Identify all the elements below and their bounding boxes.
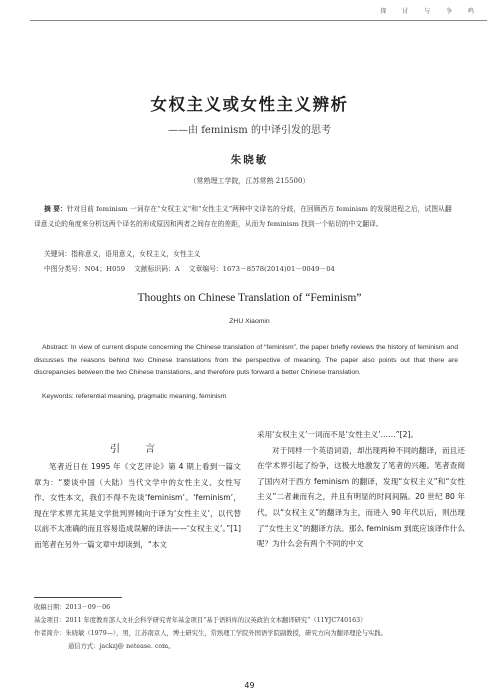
keywords-english: Keywords: referential meaning, pragmatic meaning, feminism bbox=[42, 393, 227, 400]
classification-numbers: 中图分类号：N04；H059 文献标识码：A 文章编号：1673－8578(2014)01－0049－04 bbox=[44, 265, 335, 273]
footnote-fund: 基金项目：2011 年度教育部人文社会科学研究青年基金项目“基于语料库的汉英政治文本翻译研究”（11YJC740163） bbox=[34, 617, 367, 624]
author-affiliation: （常熟理工学院，江苏常熟 215500） bbox=[189, 177, 310, 185]
english-title: Thoughts on Chinese Translation of “Feminism” bbox=[137, 292, 362, 304]
page-number: 49 bbox=[244, 681, 255, 690]
footnote-contact: 通信方式：jackzj@ netease. com。 bbox=[68, 643, 175, 650]
journal-section-label: 探 讨 与 争 鸣 bbox=[380, 8, 481, 15]
abstract-cn-label: 摘 要： bbox=[44, 205, 67, 213]
keywords-chinese: 关键词：指称意义，语用意义，女权主义，女性主义 bbox=[44, 250, 201, 258]
header-rule bbox=[30, 20, 487, 21]
abstract-chinese bbox=[34, 202, 458, 232]
body-right-column bbox=[257, 427, 465, 552]
footnote-author-bio: 作者简介：朱晓敏（1979—），男，江苏南京人，博士研究生，常熟理工学院外国语学院副教授，研究方向为翻译理论与实践。 bbox=[34, 630, 387, 637]
introduction-heading: 引 言 bbox=[110, 444, 167, 455]
right-column-paragraph-2: 对于同样一个英语词语，却出现两种不同的翻译，而且还在学术界引起了纷争，这极大地激发了笔者的兴趣。笔者查阅了国内对于西方 feminism 的翻译，发现“女权主义”和“女性主义”二者兼而有之，并且有明显的时间间隔。20 世纪 80 年代，以“女权主义”的翻译为主，而进入 90 年代以后，则出现了“女性主义”的翻译方法。那么 feminism 到底应该译作什么呢？为什么会有两个不同的中文 bbox=[257, 445, 465, 549]
abstract-cn-text: 针对目前 feminism 一词存在“女权主义”和“女性主义”两种中文译名的分歧，在回顾西方 feminism 的发展进程之后，试图从翻译意义论的角度来分析这两个译名的形成原因和两者之间存在的差距，从而为 feminism 找到一个贴切的中文翻译。 bbox=[34, 205, 452, 228]
author-name: 朱晓敏 bbox=[230, 154, 269, 166]
right-column-paragraph-1: 采用‘女权主义’一词而不是‘女性主义’……”[2]。 bbox=[257, 430, 419, 439]
article-subtitle: ——由 feminism 的中译引发的思考 bbox=[168, 125, 331, 136]
english-author: ZHU Xiaomin bbox=[229, 318, 270, 325]
footnote-received-date: 收稿日期：2013－09－06 bbox=[34, 604, 111, 611]
footnote-rule bbox=[34, 597, 122, 598]
body-left-column: 笔者近日在 1995 年《文艺评论》第 4 期上看到一篇文章为：“要谈中国（大陆）当代文学中的女性主义、女性写作、女性本文，我们不得不先谈‘feminism’。‘feminism’，现在学术界尤其是文学批判界倾向于译为‘女性主义’，以代替以前不太准确的而且容易造成误解的译法——‘女权主义’。”[1] 而笔者在另外一篇文章中却读到，“本文 bbox=[34, 462, 241, 549]
abstract-english: Abstract: In view of current dispute concerning the Chinese translation of “feminism”, the paper briefly reviews the history of feminism and discusses the reasons behind two Chinese translations from the perspective of meaning. The paper also points out that there are discrepancies between the two Chinese translations, and therefore puts forward a better Chinese translation. bbox=[34, 344, 458, 377]
article-title: 女权主义或女性主义辨析 bbox=[150, 95, 349, 114]
